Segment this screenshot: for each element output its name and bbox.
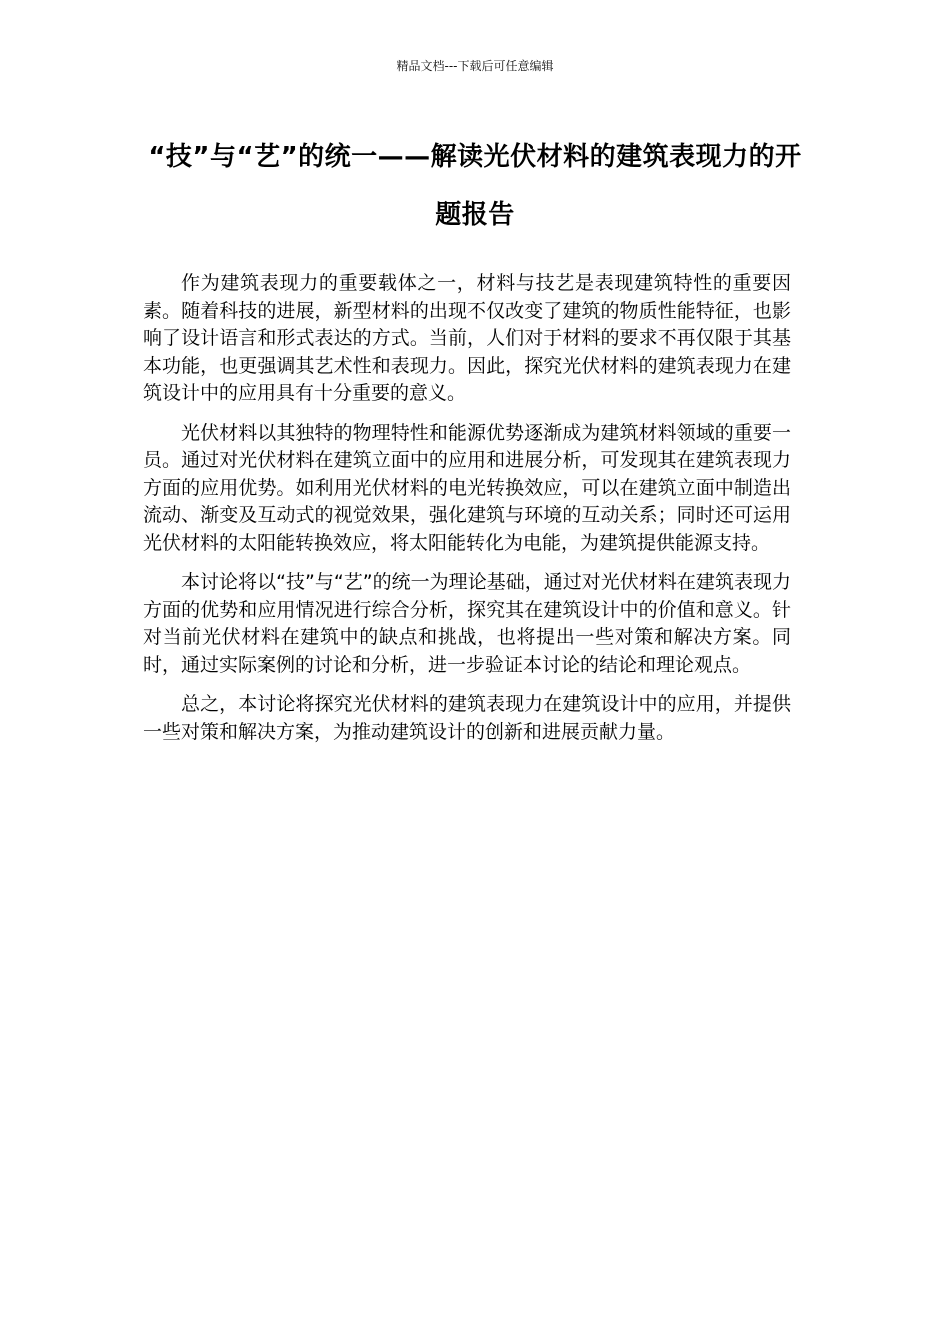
body-paragraph-3: 本讨论将以“技”与“艺”的统一为理论基础，通过对光伏材料在建筑表现力方面的优势和应用情况进行综合分析，探究其在建筑设计中的价值和意义。针对当前光伏材料在建筑中的缺点和挑战，也将提出一些对策和解决方案。同时，通过实际案例的讨论和分析，进一步验证本讨论的结论和理论观点。: [143, 571, 791, 676]
body-paragraph-4: 总之，本讨论将探究光伏材料的建筑表现力在建筑设计中的应用，并提供一些对策和解决方案，为推动建筑设计的创新和进展贡献力量。: [143, 693, 791, 743]
document-title: “技”与“艺”的统一——解读光伏材料的建筑表现力的开题报告: [148, 142, 802, 230]
document-body: [143, 270, 791, 758]
header-note: 精品文档---下载后可任意编辑: [396, 59, 554, 73]
body-paragraph-2: 光伏材料以其独特的物理特性和能源优势逐渐成为建筑材料领域的重要一员。通过对光伏材料在建筑立面中的应用和进展分析，可发现其在建筑表现力方面的应用优势。如利用光伏材料的电光转换效应，可以在建筑立面中制造出流动、渐变及互动式的视觉效果，强化建筑与环境的互动关系；同时还可运用光伏材料的太阳能转换效应，将太阳能转化为电能，为建筑提供能源支持。: [143, 421, 791, 554]
body-paragraph-1: 作为建筑表现力的重要载体之一，材料与技艺是表现建筑特性的重要因素。随着科技的进展，新型材料的出现不仅改变了建筑的物质性能特征，也影响了设计语言和形式表达的方式。当前，人们对于材料的要求不再仅限于其基本功能，也更强调其艺术性和表现力。因此，探究光伏材料的建筑表现力在建筑设计中的应用具有十分重要的意义。: [143, 272, 791, 404]
